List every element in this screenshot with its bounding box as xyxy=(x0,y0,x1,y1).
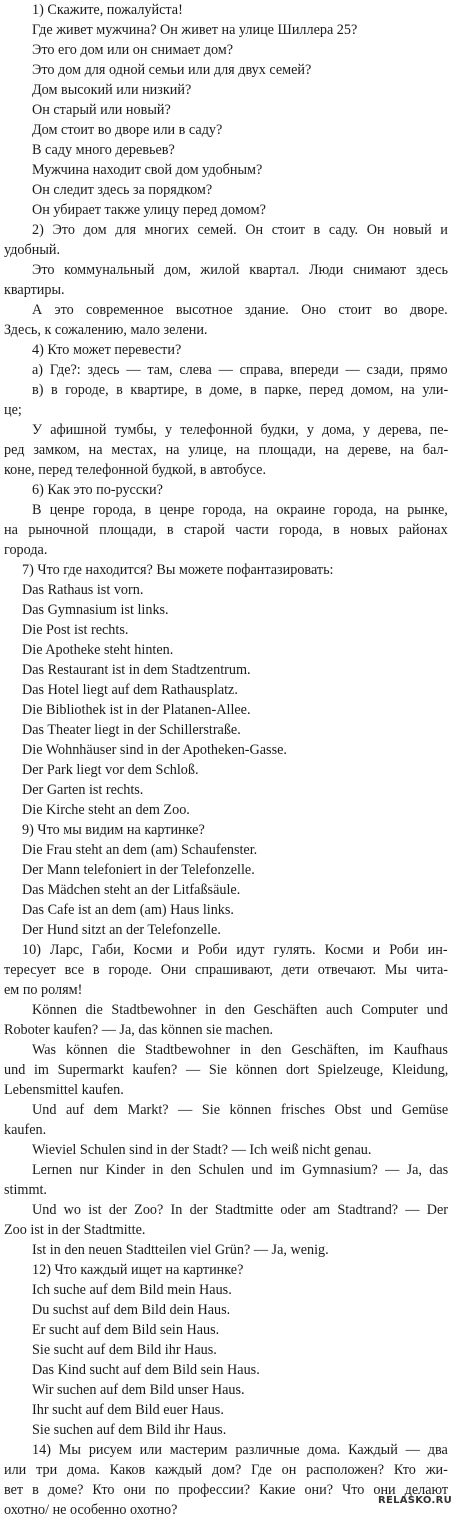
text-line: Die Kirche steht an dem Zoo. xyxy=(22,802,190,818)
text-line: города. xyxy=(4,542,48,558)
text-line: Die Wohnhäuser sind in der Apotheken-Gasse. xyxy=(22,742,287,758)
text-line: це; xyxy=(4,402,22,418)
text-line: Он старый или новый? xyxy=(32,102,171,118)
text-line: 10) Ларс, Габи, Косми и Роби идут гулять. Косми и Роби ин- xyxy=(22,942,448,958)
text-line: Wir suchen auf dem Bild unser Haus. xyxy=(32,1382,245,1398)
text-line: а) Где?: здесь — там, слева — справа, впереди — сзади, прямо xyxy=(32,362,448,378)
text-line: Он убирает также улицу перед домом? xyxy=(32,202,266,218)
text-line: und im Supermarkt kaufen? — Sie können dort Spielzeuge, Kleidung, xyxy=(4,1062,448,1078)
text-line: Lernen nur Kinder in den Schulen und im Gymnasium? — Ja, das xyxy=(32,1162,448,1178)
text-line: Lebensmittel kaufen. xyxy=(4,1082,124,1098)
text-line: Das Theater liegt in der Schillerstraße. xyxy=(22,722,241,738)
text-line: удобный. xyxy=(4,242,60,258)
text-line: Здесь, к сожалению, мало зелени. xyxy=(4,322,208,338)
text-line: 14) Мы рисуем или мастерим различные дома. Каждый — два xyxy=(32,1442,448,1458)
text-line: Können die Stadtbewohner in den Geschäften auch Computer und xyxy=(32,1002,448,1018)
text-line: ем по ролям! xyxy=(4,982,83,998)
text-line: Und auf dem Markt? — Sie können frisches Obst und Gemüse xyxy=(32,1102,448,1118)
text-line: Das Mädchen steht an der Litfaßsäule. xyxy=(22,882,241,898)
text-line: Das Cafe ist an dem (am) Haus links. xyxy=(22,902,234,918)
text-line: У афишной тумбы, у телефонной будки, у дома, у дерева, пе- xyxy=(32,422,448,438)
text-line: stimmt. xyxy=(4,1182,47,1198)
text-line: Где живет мужчина? Он живет на улице Шиллера 25? xyxy=(32,22,358,38)
text-line: тересует все в городе. Они спрашивают, дети отвечают. Мы чита- xyxy=(4,962,448,978)
text-line: Der Park liegt vor dem Schloß. xyxy=(22,762,199,778)
text-line: 2) Это дом для многих семей. Он стоит в саду. Он новый и xyxy=(32,222,448,238)
text-line: Das Kind sucht auf dem Bild sein Haus. xyxy=(32,1362,260,1378)
text-line: в) в городе, в квартире, в доме, в парке, перед домом, на ули- xyxy=(32,382,448,398)
text-line: квартиры. xyxy=(4,282,65,298)
text-line: Ist in den neuen Stadtteilen viel Grün? — Ja, wenig. xyxy=(32,1242,329,1258)
text-line: Das Gymnasium ist links. xyxy=(22,602,169,618)
text-line: на рыночной площади, в старой части города, в новых районах xyxy=(4,522,448,538)
text-line: 4) Кто может перевести? xyxy=(32,342,182,358)
text-line: Der Mann telefoniert in der Telefonzelle. xyxy=(22,862,255,878)
text-line: 12) Что каждый ищет на картинке? xyxy=(32,1262,244,1278)
text-line: Der Garten ist rechts. xyxy=(22,782,144,798)
text-line: 9) Что мы видим на картинке? xyxy=(22,822,205,838)
text-line: Was können die Stadtbewohner in den Geschäften, im Kaufhaus xyxy=(32,1042,448,1058)
text-line: Ich suche auf dem Bild mein Haus. xyxy=(32,1282,232,1298)
text-line: Wieviel Schulen sind in der Stadt? — Ich weiß nicht genau. xyxy=(32,1142,372,1158)
text-line: Это его дом или он снимает дом? xyxy=(32,42,234,58)
text-line: 1) Скажите, пожалуйста! xyxy=(32,2,183,18)
text-line: В ценре города, в ценре города, на окраине города, на рынке, xyxy=(32,502,448,518)
text-line: В саду много деревьев? xyxy=(32,142,175,158)
text-line: kaufen. xyxy=(4,1122,47,1138)
text-line: Он следит здесь за порядком? xyxy=(32,182,213,198)
text-line: Und wo ist der Zoo? In der Stadtmitte oder am Stadtrand? — Der xyxy=(32,1202,448,1218)
text-line: охотно/ не особенно охотно? xyxy=(4,1502,178,1518)
text-line: Er sucht auf dem Bild sein Haus. xyxy=(32,1322,220,1338)
text-line: Du suchst auf dem Bild dein Haus. xyxy=(32,1302,231,1318)
text-line: ред замком, на местах, на улице, на площади, на дереве, на бал- xyxy=(4,442,448,458)
text-line: Мужчина находит свой дом удобным? xyxy=(32,162,263,178)
text-line: Die Frau steht an dem (am) Schaufenster. xyxy=(22,842,258,858)
text-line: Roboter kaufen? — Ja, das können sie machen. xyxy=(4,1022,274,1038)
text-line: Der Hund sitzt an der Telefonzelle. xyxy=(22,922,221,938)
text-line: Das Rathaus ist vorn. xyxy=(22,582,144,598)
text-line: 6) Как это по-русски? xyxy=(32,482,163,498)
site-watermark: RELASKO.RU xyxy=(377,1495,452,1506)
text-line: Zoo ist in der Stadtmitte. xyxy=(4,1222,146,1238)
text-line: или три дома. Каков каждый дом? Где он расположен? Кто жи- xyxy=(4,1462,448,1478)
text-line: Дом стоит во дворе или в саду? xyxy=(32,122,223,138)
text-line: вет в доме? Кто они по профессии? Какие они? Что они делают xyxy=(4,1482,448,1498)
text-line: А это современное высотное здание. Оно стоит во дворе. xyxy=(32,302,448,318)
text-line: Das Hotel liegt auf dem Rathausplatz. xyxy=(22,682,238,698)
text-line: Дом высокий или низкий? xyxy=(32,82,192,98)
text-line: Sie sucht auf dem Bild ihr Haus. xyxy=(32,1342,217,1358)
text-line: Sie suchen auf dem Bild ihr Haus. xyxy=(32,1422,227,1438)
text-line: Die Bibliothek ist in der Platanen-Allee. xyxy=(22,702,251,718)
text-line: 7) Что где находится? Вы можете пофантазировать: xyxy=(22,562,334,578)
text-line: коне, перед телефонной будкой, в автобусе. xyxy=(4,462,266,478)
text-line: Die Apotheke steht hinten. xyxy=(22,642,174,658)
text-line: Ihr sucht auf dem Bild euer Haus. xyxy=(32,1402,224,1418)
text-line: Das Restaurant ist in dem Stadtzentrum. xyxy=(22,662,251,678)
text-line: Это дом для одной семьи или для двух семей? xyxy=(32,62,312,78)
text-line: Die Post ist rechts. xyxy=(22,622,129,638)
text-line: Это коммунальный дом, жилой квартал. Люди снимают здесь xyxy=(32,262,448,278)
